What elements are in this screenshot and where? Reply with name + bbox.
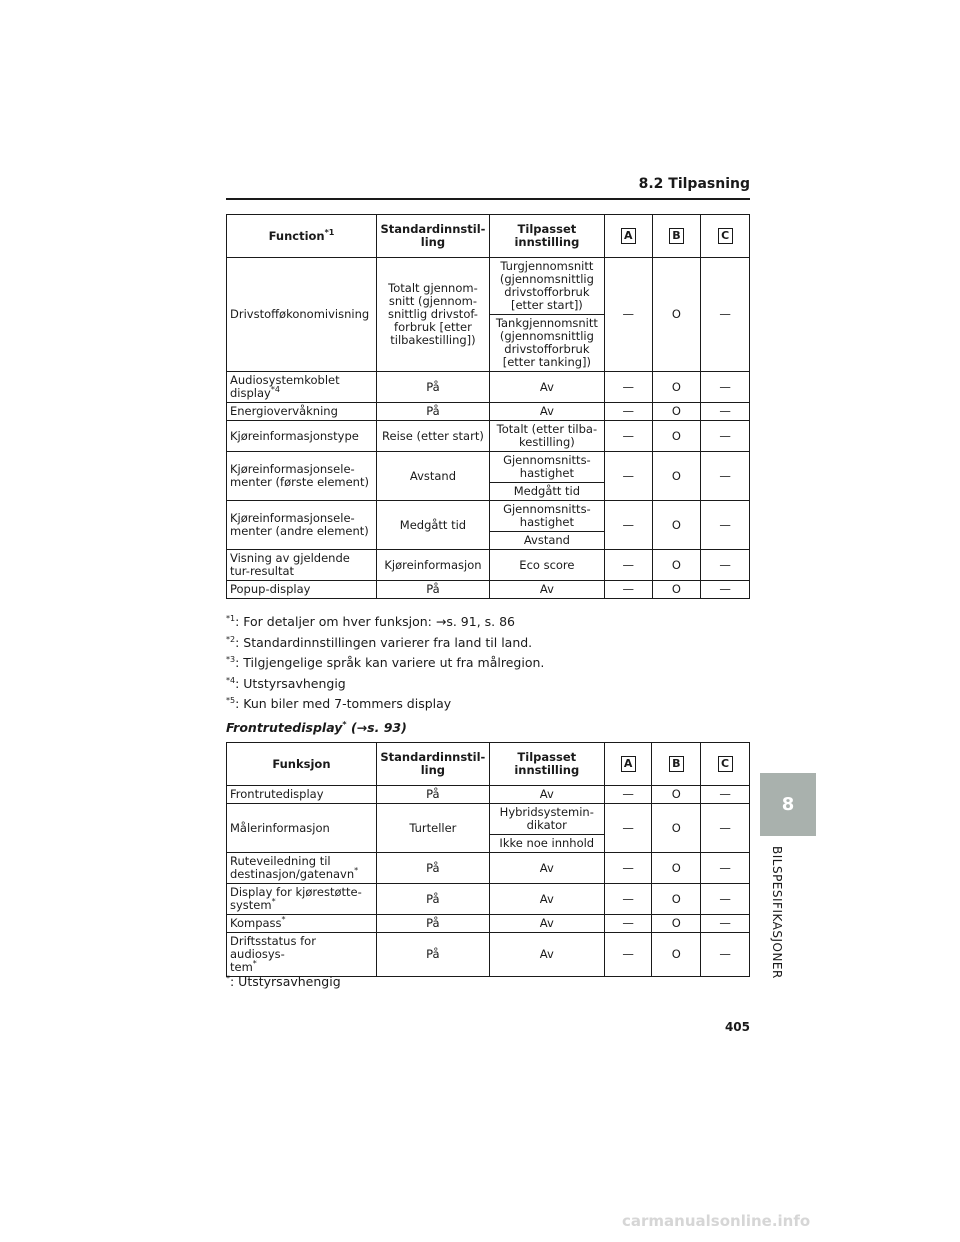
table-row: [227, 804, 750, 835]
cell-function: Kompass*: [227, 915, 377, 933]
cell-function: Audiosystemkoblet display$^{*4}$: [227, 372, 377, 403]
cell-custom: Av: [489, 403, 604, 421]
cell-function: Display for kjørestøtte- system*: [227, 884, 377, 915]
cell-custom: Avstand: [489, 532, 604, 550]
cell-standard: På: [376, 581, 489, 599]
cell-custom: Medgått tid: [489, 483, 604, 501]
cell-custom: Gjennomsnitts- hastighet: [489, 501, 604, 532]
cell-function: Kjøreinformasjonsele- menter (første element): [227, 452, 377, 501]
cell-c: —: [701, 550, 750, 581]
table-row: [227, 421, 750, 452]
table-row: [227, 581, 750, 599]
cell-a: —: [604, 915, 652, 933]
cell-custom: Av: [489, 372, 604, 403]
cell-a: —: [604, 258, 652, 372]
cell-function: Kjøreinformasjonstype: [227, 421, 377, 452]
table-header-row: [227, 215, 750, 258]
header-a: A: [604, 743, 652, 786]
footnotes: [226, 612, 750, 715]
cell-custom: Av: [489, 884, 604, 915]
table-row: [227, 372, 750, 403]
cell-custom: Eco score: [489, 550, 604, 581]
table-row: [227, 501, 750, 532]
header-custom: Tilpasset innstilling: [489, 215, 604, 258]
table-row: [227, 853, 750, 884]
cell-b: O: [652, 786, 701, 804]
cell-standard: Totalt gjennom- snitt (gjennom- snittlig drivstof- forbruk [etter tilbakestilling]): [376, 258, 489, 372]
cell-c: —: [701, 403, 750, 421]
header-rule: [226, 198, 750, 200]
table-row: [227, 786, 750, 804]
table-row: [227, 403, 750, 421]
cell-standard: På: [376, 915, 489, 933]
cell-standard: På: [376, 403, 489, 421]
cell-b: O: [652, 550, 701, 581]
footnote: $^{*2}$: Standardinnstillingen varierer fra land til land.: [226, 634, 533, 650]
header-c: C: [701, 743, 750, 786]
cell-c: —: [701, 581, 750, 599]
cell-c: —: [701, 884, 750, 915]
cell-custom: Av: [489, 581, 604, 599]
cell-b: O: [652, 403, 701, 421]
cell-standard: På: [376, 933, 489, 977]
cell-c: —: [701, 853, 750, 884]
cell-b: O: [652, 258, 701, 372]
cell-custom: Ikke noe innhold: [489, 835, 604, 853]
cell-b: O: [652, 421, 701, 452]
chapter-tab: 8: [760, 773, 816, 836]
cell-b: O: [652, 372, 701, 403]
cell-b: O: [652, 915, 701, 933]
cell-custom: Hybridsystemin- dikator: [489, 804, 604, 835]
header-standard: Standardinnstil- ling: [376, 743, 489, 786]
cell-b: O: [652, 501, 701, 550]
cell-c: —: [701, 933, 750, 977]
cell-a: —: [604, 421, 652, 452]
cell-standard: Turteller: [376, 804, 489, 853]
header-a: A: [604, 215, 652, 258]
cell-function: Popup-display: [227, 581, 377, 599]
cell-c: —: [701, 452, 750, 501]
cell-function: Målerinformasjon: [227, 804, 377, 853]
cell-c: —: [701, 258, 750, 372]
cell-standard: Medgått tid: [376, 501, 489, 550]
cell-a: —: [604, 550, 652, 581]
footnote-equipment: *: Utstyrsavhengig: [226, 973, 341, 989]
cell-a: —: [604, 786, 652, 804]
cell-custom: Gjennomsnitts- hastighet: [489, 452, 604, 483]
cell-b: O: [652, 884, 701, 915]
cell-standard: På: [376, 884, 489, 915]
cell-function: Visning av gjeldende tur-resultat: [227, 550, 377, 581]
cell-function: Frontrutedisplay: [227, 786, 377, 804]
cell-a: —: [604, 372, 652, 403]
cell-standard: Avstand: [376, 452, 489, 501]
cell-standard: På: [376, 372, 489, 403]
cell-c: —: [701, 421, 750, 452]
cell-standard: På: [376, 786, 489, 804]
cell-function: Energiovervåkning: [227, 403, 377, 421]
header-c: C: [701, 215, 750, 258]
header-b: B: [652, 743, 701, 786]
cell-a: —: [604, 581, 652, 599]
table-header-row: [227, 743, 750, 786]
table-row: [227, 915, 750, 933]
chapter-label: BILSPESIFIKASJONER: [770, 846, 784, 979]
table-row: [227, 550, 750, 581]
cell-custom: Turgjennomsnitt (gjennomsnittlig drivstofforbruk [etter start]): [489, 258, 604, 315]
cell-a: —: [604, 884, 652, 915]
cell-function: Driftsstatus for audiosys- tem*: [227, 933, 377, 977]
footnote: $^{*4}$: Utstyrsavhengig: [226, 675, 346, 691]
cell-a: —: [604, 501, 652, 550]
table-row: [227, 884, 750, 915]
table-row: [227, 452, 750, 483]
cell-b: O: [652, 933, 701, 977]
cell-function: Kjøreinformasjonsele- menter (andre element): [227, 501, 377, 550]
cell-b: O: [652, 804, 701, 853]
cell-custom: Av: [489, 853, 604, 884]
page-number: 405: [724, 1020, 750, 1034]
cell-c: —: [701, 804, 750, 853]
cell-custom: Tankgjennomsnitt (gjennomsnittlig drivstofforbruk [etter tanking]): [489, 315, 604, 372]
settings-table-1: [226, 214, 750, 599]
cell-custom: Av: [489, 915, 604, 933]
watermark: carmanualsonline.info: [622, 1212, 811, 1230]
cell-a: —: [604, 853, 652, 884]
settings-table-2: [226, 742, 750, 977]
header-b: B: [652, 215, 701, 258]
cell-b: O: [652, 452, 701, 501]
cell-a: —: [604, 403, 652, 421]
cell-b: O: [652, 581, 701, 599]
cell-standard: Kjøreinformasjon: [376, 550, 489, 581]
footnote: $^{*3}$: Tilgjengelige språk kan variere ut fra målregion.: [226, 654, 545, 670]
footnote: $^{*1}$: For detaljer om hver funksjon: →s. 91, s. 86: [226, 613, 516, 629]
cell-a: —: [604, 452, 652, 501]
cell-c: —: [701, 786, 750, 804]
header-custom: Tilpasset innstilling: [489, 743, 604, 786]
cell-standard: På: [376, 853, 489, 884]
table-row: [227, 258, 750, 315]
cell-standard: Reise (etter start): [376, 421, 489, 452]
cell-a: —: [604, 933, 652, 977]
header-standard: Standardinnstil- ling: [376, 215, 489, 258]
cell-c: —: [701, 501, 750, 550]
cell-function: Ruteveiledning til destinasjon/gatenavn*: [227, 853, 377, 884]
cell-custom: Av: [489, 933, 604, 977]
cell-c: —: [701, 915, 750, 933]
cell-custom: Av: [489, 786, 604, 804]
cell-function: Drivstofføkonomivisning: [227, 258, 377, 372]
cell-custom: Totalt (etter tilba- kestilling): [489, 421, 604, 452]
header-function: Funksjon: [227, 743, 377, 786]
cell-a: —: [604, 804, 652, 853]
section-title: Frontrutedisplay* (→s. 93): [226, 719, 407, 735]
footnote: $^{*5}$: Kun biler med 7-tommers display: [226, 695, 452, 711]
cell-b: O: [652, 853, 701, 884]
header-function: Function$^{*1}$: [227, 215, 377, 258]
table-row: [227, 933, 750, 977]
page-header: 8.2 Tilpasning: [638, 176, 750, 192]
cell-c: —: [701, 372, 750, 403]
